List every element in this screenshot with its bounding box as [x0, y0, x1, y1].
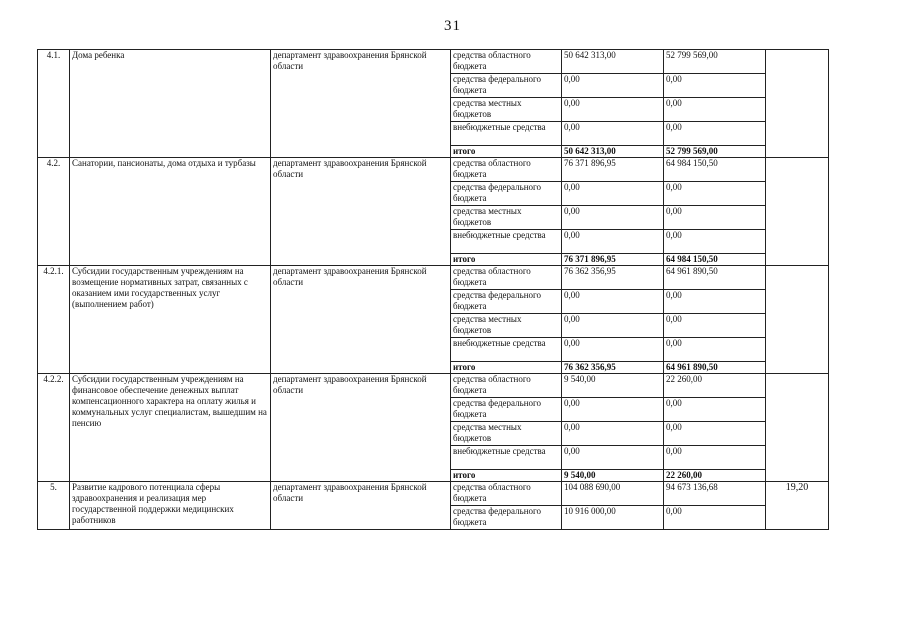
funding-source: средства федерального бюджета — [451, 182, 562, 206]
amount-year-2: 0,00 — [664, 206, 766, 230]
amount-year-2: 0,00 — [664, 290, 766, 314]
total-amount-year-2: 64 961 890,50 — [664, 362, 766, 374]
amount-year-2: 0,00 — [664, 122, 766, 146]
amount-year-1: 0,00 — [562, 446, 664, 470]
item-name: Субсидии государственным учреждениям на финансовое обеспечение денежных выплат компенсационного характера на оплату жилья и коммунальных услуг специалистам, вышедшим на пенсию — [70, 374, 271, 482]
responsible-department: департамент здравоохранения Брянской области — [271, 482, 451, 530]
responsible-department: департамент здравоохранения Брянской области — [271, 266, 451, 374]
responsible-department: департамент здравоохранения Брянской области — [271, 50, 451, 158]
amount-year-1: 50 642 313,00 — [562, 50, 664, 74]
total-amount-year-2: 64 984 150,50 — [664, 254, 766, 266]
amount-year-1: 0,00 — [562, 290, 664, 314]
amount-year-1: 0,00 — [562, 314, 664, 338]
row-number: 4.2. — [38, 158, 70, 266]
row-number: 4.2.1. — [38, 266, 70, 374]
amount-year-2: 0,00 — [664, 182, 766, 206]
funding-source: средства областного бюджета — [451, 374, 562, 398]
funding-source: средства местных бюджетов — [451, 206, 562, 230]
funding-source: средства федерального бюджета — [451, 74, 562, 98]
amount-year-2: 0,00 — [664, 506, 766, 530]
total-amount-year-1: 76 371 896,95 — [562, 254, 664, 266]
amount-year-2: 0,00 — [664, 338, 766, 362]
table-row — [38, 158, 829, 182]
indicator-cell — [766, 158, 829, 266]
budget-table-body — [38, 50, 829, 530]
funding-source: средства федерального бюджета — [451, 398, 562, 422]
amount-year-2: 0,00 — [664, 314, 766, 338]
amount-year-1: 0,00 — [562, 422, 664, 446]
row-number: 4.2.2. — [38, 374, 70, 482]
total-amount-year-1: 9 540,00 — [562, 470, 664, 482]
amount-year-2: 0,00 — [664, 398, 766, 422]
item-name: Дома ребенка — [70, 50, 271, 158]
amount-year-2: 0,00 — [664, 98, 766, 122]
funding-source: внебюджетные средства — [451, 122, 562, 146]
responsible-department: департамент здравоохранения Брянской области — [271, 158, 451, 266]
total-amount-year-2: 52 799 569,00 — [664, 146, 766, 158]
indicator-value: 19,20 — [766, 482, 829, 530]
amount-year-1: 76 362 356,95 — [562, 266, 664, 290]
indicator-cell — [766, 374, 829, 482]
budget-table — [37, 49, 829, 530]
total-label: итого — [451, 470, 562, 482]
item-name: Субсидии государственным учреждениям на возмещение нормативных затрат, связанных с оказанием ими государственных услуг (выполнением работ) — [70, 266, 271, 374]
total-amount-year-1: 50 642 313,00 — [562, 146, 664, 158]
funding-source: внебюджетные средства — [451, 338, 562, 362]
page-number: 31 — [444, 18, 461, 34]
total-label: итого — [451, 146, 562, 158]
total-label: итого — [451, 362, 562, 374]
item-name: Санатории, пансионаты, дома отдыха и турбазы — [70, 158, 271, 266]
total-amount-year-2: 22 260,00 — [664, 470, 766, 482]
amount-year-1: 0,00 — [562, 122, 664, 146]
row-number: 4.1. — [38, 50, 70, 158]
amount-year-2: 0,00 — [664, 422, 766, 446]
total-label: итого — [451, 254, 562, 266]
funding-source: средства федерального бюджета — [451, 506, 562, 530]
funding-source: средства местных бюджетов — [451, 98, 562, 122]
amount-year-1: 0,00 — [562, 182, 664, 206]
amount-year-1: 0,00 — [562, 98, 664, 122]
amount-year-2: 64 984 150,50 — [664, 158, 766, 182]
indicator-cell — [766, 266, 829, 374]
amount-year-1: 0,00 — [562, 74, 664, 98]
funding-source: средства областного бюджета — [451, 482, 562, 506]
funding-source: средства местных бюджетов — [451, 422, 562, 446]
table-row — [38, 50, 829, 74]
amount-year-1: 76 371 896,95 — [562, 158, 664, 182]
funding-source: средства местных бюджетов — [451, 314, 562, 338]
amount-year-2: 0,00 — [664, 230, 766, 254]
table-row — [38, 266, 829, 290]
funding-source: средства областного бюджета — [451, 266, 562, 290]
amount-year-2: 0,00 — [664, 74, 766, 98]
funding-source: средства областного бюджета — [451, 50, 562, 74]
amount-year-1: 10 916 000,00 — [562, 506, 664, 530]
funding-source: средства федерального бюджета — [451, 290, 562, 314]
funding-source: средства областного бюджета — [451, 158, 562, 182]
total-amount-year-1: 76 362 356,95 — [562, 362, 664, 374]
amount-year-2: 52 799 569,00 — [664, 50, 766, 74]
amount-year-2: 64 961 890,50 — [664, 266, 766, 290]
table-row — [38, 374, 829, 398]
amount-year-1: 0,00 — [562, 338, 664, 362]
amount-year-1: 104 088 690,00 — [562, 482, 664, 506]
row-number: 5. — [38, 482, 70, 530]
table-row — [38, 482, 829, 506]
amount-year-1: 0,00 — [562, 206, 664, 230]
amount-year-2: 94 673 136,68 — [664, 482, 766, 506]
responsible-department: департамент здравоохранения Брянской области — [271, 374, 451, 482]
funding-source: внебюджетные средства — [451, 230, 562, 254]
funding-source: внебюджетные средства — [451, 446, 562, 470]
amount-year-1: 0,00 — [562, 398, 664, 422]
amount-year-1: 9 540,00 — [562, 374, 664, 398]
amount-year-2: 0,00 — [664, 446, 766, 470]
item-name: Развитие кадрового потенциала сферы здравоохранения и реализация мер государственной поддержки медицинских работников — [70, 482, 271, 530]
amount-year-1: 0,00 — [562, 230, 664, 254]
amount-year-2: 22 260,00 — [664, 374, 766, 398]
indicator-cell — [766, 50, 829, 158]
